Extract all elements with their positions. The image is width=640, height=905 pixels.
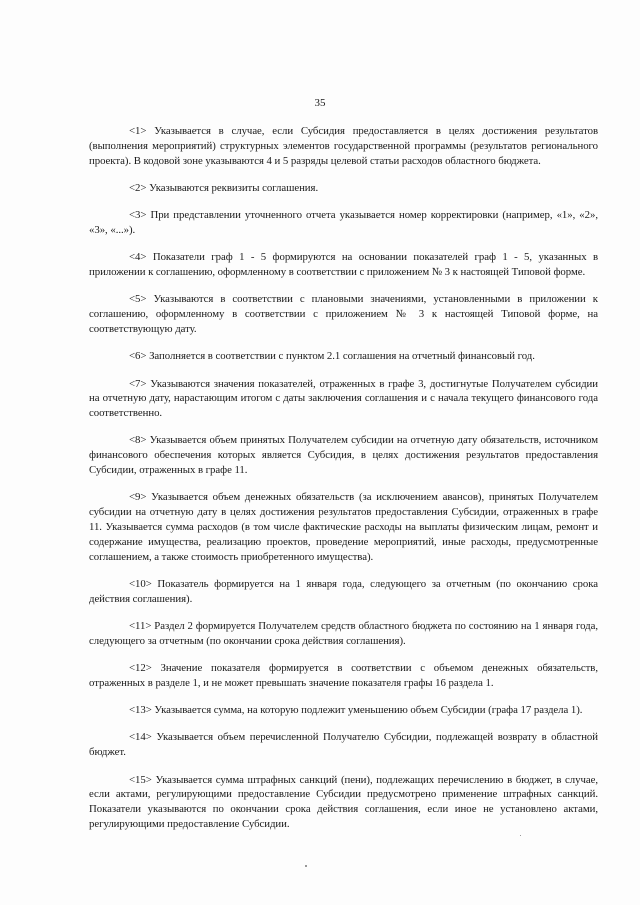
- footnote-8: <8> Указывается объем принятых Получателем субсидии на отчетную дату обязательств, источником финансового обеспечения которых является Субсидия, в целях достижения результатов предоставления Субсидии, отраженных в графе 11.: [89, 434, 598, 477]
- footnote-3: <3> При представлении уточненного отчета указывается номер корректировки (например, «1», «2», «3», «...»).: [89, 209, 598, 236]
- footnote-11: <11> Раздел 2 формируется Получателем средств областного бюджета по состоянию на 1 января года, следующего за отчетным (по окончании срока действия соглашения).: [89, 619, 598, 647]
- scan-speck: [305, 865, 307, 867]
- footnote-7: <7> Указываются значения показателей, отраженных в графе 3, достигнутые Получателем субсидии на отчетную дату, нарастающим итогом с даты заключения соглашения и с начала текущего финансового года соответственно.: [89, 377, 598, 420]
- footnote-5: <5> Указываются в соответствии с плановыми значениями, установленными в приложении к соглашению, оформленному в соответствии с приложением № 3 к настоящей Типовой форме, на соответствующую дату.: [89, 293, 598, 335]
- footnote-4: <4> Показатели граф 1 - 5 формируются на основании показателей граф 1 - 5, указанных в приложении к соглашению, оформленному в соответствии с приложением № 3 к настоящей Типовой форме.: [89, 251, 598, 279]
- scan-speck: [520, 835, 521, 836]
- footnote-1: <1> Указывается в случае, если Субсидия предоставляется в целях достижения результатов (выполнения мероприятий) структурных элементов государственной программы (результатов регионального проекта). В кодовой зоне указываются 4 и 5 разряды целевой статьи расходов областного бюджета.: [89, 125, 598, 167]
- footnote-13: <13> Указывается сумма, на которую подлежит уменьшению объем Субсидии (графа 17 раздела 1).: [129, 704, 583, 717]
- footnote-9: <9> Указывается объем денежных обязательств (за исключением авансов), принятых Получателем субсидии на отчетную дату в целях достижения результатов предоставления Субсидии, отраженных в графе 11. Указывается сумма расходов (в том числе фактические расходы на выплаты физическим лицам, ремонт и содержание имущества, реализацию проектов, проведение мероприятий, иные расходы, предусмотренные соглашением, а также стоимость приобретенного имущества).: [89, 491, 598, 563]
- footnote-2: <2> Указываются реквизиты соглашения.: [129, 181, 319, 194]
- footnotes-list: [89, 124, 598, 832]
- footnote-15: <15> Указывается сумма штрафных санкций (пени), подлежащих перечислению в бюджет, в случае, если актами, регулирующими предоставление Субсидии предусмотрено применение штрафных санкций. Показатели указываются по окончании срока действия соглашения, если иное не установлено актами, регулирующими предоставление Субсидии.: [89, 773, 598, 830]
- page-number: 35: [314, 97, 326, 109]
- footnote-12: <12> Значение показателя формируется в соответствии с объемом денежных обязательств, отраженных в разделе 1, и не может превышать значение показателя графы 16 раздела 1.: [89, 662, 598, 689]
- footnote-14: <14> Указывается объем перечисленной Получателю Субсидии, подлежащей возврату в областной бюджет.: [89, 731, 598, 759]
- footnote-10: <10> Показатель формируется на 1 января года, следующего за отчетным (по окончанию срока действия соглашения).: [89, 577, 598, 605]
- footnote-6: <6> Заполняется в соответствии с пунктом 2.1 соглашения на отчетный финансовый год.: [129, 350, 535, 363]
